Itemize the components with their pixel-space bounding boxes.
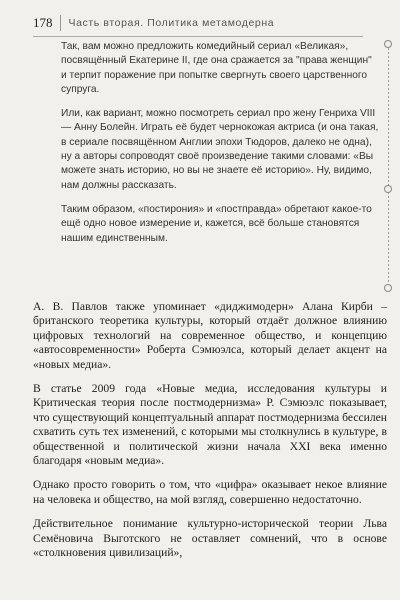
quote-side-rule	[388, 44, 389, 288]
running-head: Часть вторая. Политика метамодерна	[68, 17, 275, 29]
page-number: 178	[33, 15, 61, 31]
body-paragraph: Однако просто говорить о том, что «цифра» оказывает некое влияние на человека и общество, на мой взгляд, совершенно недостаточно.	[33, 478, 387, 506]
quote-paragraph: Таким образом, «постирония» и «постправда» обретают какое-то ещё одно новое измерение и, кажется, всё больше становятся нашим единственным.	[61, 203, 372, 244]
header-rule	[33, 36, 363, 37]
side-rule-dot	[384, 40, 392, 48]
side-rule-dot	[384, 284, 392, 292]
body-paragraph: Действительное понимание культурно-исторической теории Льва Семёновича Выготского не оставляет сомнений, что в основе «столкновения цивилизаций»,	[33, 517, 387, 560]
body-paragraph: В статье 2009 года «Новые медиа, исследования культуры и Критическая теория после постмодернизма» Р. Сэмюэлс показывает, что существующий концептуальный аппарат постмодернизма бессилен схватить суть тех изменений, с которыми мы столкнулись в культуре, в общественной и политической жизни начала XXI века именно благодаря «новым медиа».	[33, 382, 387, 468]
quote-block	[61, 40, 379, 256]
body-text	[33, 300, 387, 571]
quote-paragraph: Или, как вариант, можно посмотреть сериал про жену Генриха VIII — Анну Болейн. Играть её будет чернокожая актриса (и она такая, в сериале посвящённом Англии эпохи Тюдоров, далеко не одна), ну а авторы сопроводят своё произведение такими словами: «Вы можете знать историю, но вы не знаете её историю». Ну, видимо, нам должны рассказать.	[61, 108, 379, 191]
side-rule-dot	[384, 185, 392, 193]
body-paragraph: А. В. Павлов также упоминает «диджимодерн» Алана Кирби – британского теоретика культуры, который отдаёт должное влиянию цифровых технологий на современное общество, и концепцию «автосовременности» Роберта Сэмюэлса, который делает акцент на «новых медиа».	[33, 300, 387, 371]
page-header	[33, 13, 383, 33]
quote-paragraph: Так, вам можно предложить комедийный сериал «Великая», посвящённый Екатерине II, где она сражается за "права женщин" и терпит поражение при попытке свергнуть своего царственного супруга.	[61, 41, 372, 95]
